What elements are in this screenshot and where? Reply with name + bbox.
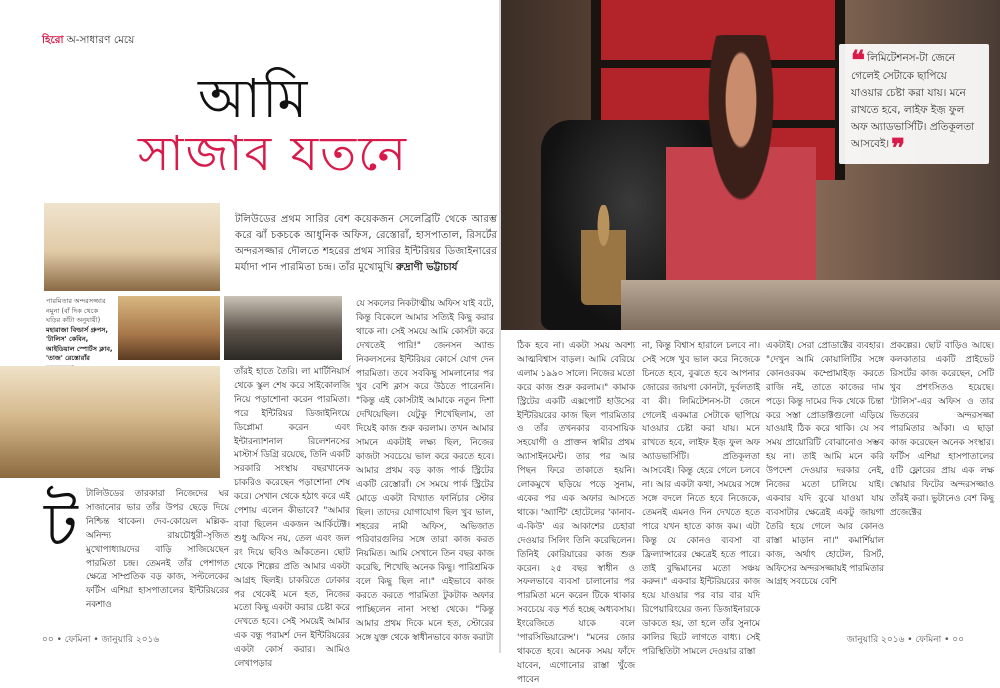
- intro-text: টলিউডের প্রথম সারির বেশ কয়েকজন সেলেব্রিটি থেকে আরম্ভ করে ঝাঁ চকচকে আধুনিক অফিস, রেস্তোরাঁ, হাসপাতাল, রিসর্টের অন্দরসজ্জার দৌলতে শহরের প্রথম সারির ইন্টিরিয়র ডিজাইনারের মর্যাদা পান পারমিতা চন্দ্র। তাঁর মুখোমুখি: [235, 214, 497, 273]
- section-kicker: [42, 33, 134, 50]
- right-column-1: ঠিক হবে না। একটা সময় অবশ্য আত্মবিশ্বাস বাড়ল। আমি বেরিয়ে এলাম ১৯৯০ সালে। নিজের মতো করে কাজ শুরু করলাম।" কামাক স্ট্রিটের একটি এক্সপোর্ট হাউসের ইন্টিরিয়রের কাজ ছিল পারমিতার ও তাঁর তখনকার ব্যবসায়িক সহযোগী ও প্রাক্তন স্বামীর প্রথম অ্যাসাইনমেন্ট। তার পর আর পিছন ফিরে তাকাতে হয়নি। লোকমুখে ছড়িয়ে পড়ে সুনাম, একের পর এক অফার আসতে থাকে। 'অ্যান্টি' হোটেলের 'কানাব-এ-কিউ' এর আকাশের চেহারা দেওয়ার সিলিং তিনি করেছিলেন। তিনিই কোরিয়ারের কাজ শুরু করেন। ২৫ বছর স্বাধীন ও সফলভাবে ব্যবসা চালানোর পর পারমিতা মনে করেন টিকে থাকার সবচেয়ে বড় শর্ত হচ্ছে অধ্যবসায়। ইংরেজিতে যাকে বলে 'পারসিভিয়ারেন্স'। "মনের জোর থাকতে হবে। অনেক সময় ফাঁদে যাবেন, এগোনোর রাস্তা খুঁজে পাবেন: [517, 341, 635, 685]
- headline-line2: সাজাব যতনে: [138, 126, 409, 182]
- quote-close-icon: ❞: [891, 134, 906, 164]
- body-column-2: যে সকলের নিকটাত্মীয় অফিস যাই বটে, কিন্তু বিকেলে আমার সত্যিই কিছু করার থাকে না। সেই সময়ে আমি কোর্সটা করে দেখতেই পারি!" জেনসন অ্যান্ড নিকলসনের ইন্টিরিয়র কোর্সে যোগ দেন পারমিতা। তবে সবকিছু সামলানোর পর খুব বেশি ক্লাস করে উঠতে পারেননি। "কিন্তু এই কোর্সটাই আমাকে নতুন দিশা দেখিয়েছিল। যেটুকু শিখেছিলাম, তা দিয়েই কাজ শুরু করলাম। তখন আমার সামনে একটাই লক্ষ্য ছিল, নিজের কাজটা সবচেয়ে ভাল করে করতে হবে। আমার প্রথম বড় কাজ পার্ক স্ট্রিটের একটি রেস্তোরাঁ। সে সময়ে পার্ক স্ট্রিটের মোড়ে একটা বিখ্যাত ফার্নিচার স্টোর ছিল। তাদের যোগাযোগ ছিল খুব ভাল, শহরের নামী অফিস, অভিজাত পরিবারগুলির সঙ্গে তারা কাজ করত নিয়মিত। আমি সেখানে তিন বছর কাজ করেছি, শিখেছি অনেক কিছু। পারিশ্রমিক বলে কিছু ছিল না।" এইভাবে কাজ করতে করতে পারমিতা টুকটাক অফার পাচ্ছিলেন নানা সংস্থা থেকে। "কিন্তু আমার প্রথম দিকে মনে হত, স্টোরের সঙ্গে যুক্ত থেকে স্বাধীনভাবে কাজ করাটা: [356, 299, 494, 643]
- interior-photo-office: [44, 203, 220, 291]
- caption-text: পারমিতার অন্দরসজ্জার নমুনা (বাঁ দিক থেকে ঘড়ির কাঁটা অনুযায়ী): [46, 297, 106, 324]
- interior-photo-club: [224, 296, 342, 360]
- pull-quote-text: লিমিটেশনস-টা জেনে গেলেই সেটাকে ছাপিয়ে যাওয়ার চেষ্টা করা যায়। মনে রাখতে হবে, লাইফ ইজ় ফুল অফ অ্যাডভার্সিটি। প্রতিকূলতা আসবেই।: [851, 52, 975, 150]
- interior-photo-cabin: [118, 296, 220, 360]
- caption-highlight: মহারাজা বিল্ডার্স গ্রুপস, 'টালিস' কেবিন, আইডিয়াল স্পোর্টস ক্লাব, 'তাজ' রেস্তোরাঁর: [46, 325, 113, 362]
- body-column-dropcap: টালিউডের তারকারা নিজেদের ঘর সাজানোর ভার তাঁর উপর ছেড়ে দিয়ে নিশ্চিন্ত থাকেন। দেব-কোয়েল মল্লিক-অনিন্দ্য রায়চৌধুরী-সৃজিত মুখোপাধ্যায়দের বাড়ি সাজিয়েছেন পারমিতা চন্দ্র। তেমনই তাঁর পেশাগত ক্ষেত্রে সাম্প্রতিক বড় কাজ, সল্টলেকের ফর্টিস এশিয়া হাসপাতালের ইন্টিরিয়রের নকশাও: [86, 489, 229, 611]
- quote-open-icon: ❝: [851, 46, 865, 76]
- drop-cap: ট: [44, 488, 78, 561]
- page-footer-right: জানুয়ারি ২০১৬ • ফেমিনা • ০০: [846, 635, 964, 645]
- page-footer-left: ০০ • ফেমিনা • জানুয়ারি ২০১৬: [42, 635, 160, 645]
- body-column-1: তাঁরই হাতে তৈরি। লা মার্টিনিয়ার্স থেকে স্কুল শেষ করে সাইকোলজি নিয়ে পড়াশোনা করেন পারমিতা। পরে ইন্টিরিয়র ডিজাইনিংয়ে ডিপ্লোমা করেন এবং ইন্টারন্যাশনাল রিলেশনসের মাস্টার্স ডিগ্রি রয়েছে, তিনি একটি সরকারি সংস্থায় বছরখানেক চাকরিও করেছেন পড়াশোনা শেষ করে। সেখান থেকে হঠাৎ করে এই পেশায় এলেন কীভাবে? "আমার বাবা ছিলেন একজন আর্কিটেক্ট। শুধু অফিস নয়, তেল এবং জল রং দিয়ে ছবিও আঁকতেন। ছোট থেকে শিল্পের প্রতি আমার একটা আগ্রহ ছিলই। চাকরিতে ঢোকার পর থেকেই মনে হত, নিজের মতো কিছু একটা করার চেষ্টা করে দেখতে হবে। সেই সময়েই আমার এক বন্ধু পরামর্শ দেন ইন্টিরিয়রের একটা কোর্স করার। আমিও লেখাপড়ার: [234, 367, 350, 670]
- right-column-3: একটাই। সেরা প্রোডাক্টের ব্যবহার। "দেখুন আমি কোয়ালিটির সঙ্গে কোনওরকম কম্প্রোমাইজ় করতে রাজি নই, তাতে কাজের দাম পড়ে। কিন্তু দামের দিক থেকে চিন্তা করে সস্তা প্রোডাক্টগুলো এড়িয়ে যাওয়াই ঠিক করে থাকি। যে সব সময় প্রায়োরিটি বোঝানোও সম্ভব হয় না। তাই আমি মনে করি উপদেশ দেওয়ার দরকার নেই, নিজের মতো চালিয়ে যাই। একবার যদি বুঝে যাওয়া যায় ব্যবসাটার ক্ষেত্রেই একটু জায়গা তৈরি হয়ে গেলে আর কোনও রাস্তা মাড়ান না।" কমার্শিয়াল কাজ, অর্থাৎ হোটেল, রিসর্ট, অফিসের অন্দরসজ্জায়ই পারমিতার আগ্রহ সবচেয়ে বেশি: [766, 341, 884, 588]
- desk: [621, 280, 1000, 330]
- author-name: রুদ্রাণী ভট্টাচার্য: [396, 262, 458, 273]
- pull-quote: [839, 44, 989, 164]
- left-page: [0, 0, 499, 670]
- right-page: [501, 0, 1000, 685]
- buddha-statue: [581, 205, 626, 305]
- right-column-4: প্রকল্পের। ছোট বাড়িও আছে। কলকাতার একটি প্রাইভেট রিসর্টের কাজ করেছেন, সেটি খুব প্রশংসিতও হয়েছে। 'টালিস'-এর অফিস ও তার ভিতরের অন্দরসজ্জা পারমিতার আঁকা। এ ছাড়া কাজ করেছেন অনেক সংস্থার। ফর্টিস এশিয়া হাসপাতালের ৫টি ফ্লোরের প্রায় এক লক্ষ স্কোয়ার ফিটের অন্দরসজ্জাও তাঁরই করা। ভুটানেও বেশ কিছু প্রজেক্টের: [890, 341, 994, 518]
- kicker-text: অ-সাধারণ মেয়ে: [66, 34, 135, 46]
- kicker-accent: হিরো: [42, 34, 64, 46]
- intro-paragraph: [235, 212, 497, 276]
- right-column-2: না, কিন্তু বিশ্বাস হারালে চলবে না। সেই সঙ্গে খুব ভাল করে নিজেকে চিনতে হবে, বুঝতে হবে আপনার জোরের জায়গা কোনটা, দুর্বলতাই বা কী। লিমিটেশনস-টা জেনে গেলেই একমাত্র সেটাকে ছাপিয়ে যাওয়ার চেষ্টা করা যায়। মনে রাখতে হবে, লাইফ ইজ় ফুল অফ অ্যাডভার্সিটি। প্রতিকূলতা আসবেই। কিন্তু হেরে গেলে চলবে না। আর একটা কথা, সময়ের সঙ্গে সঙ্গে বদলে নিতে হবে নিজেকে, তেমনই এমনও দিন দেখতে হতে পারে যখন হাতে কাজ কম। এটা কিন্তু যে কোনও ব্যবসা বা ফ্রিল্যান্সারের ক্ষেত্রেই হতে পারে। তাই বুদ্ধিমানের মতো সঞ্চয় করুন।" একবার ইন্টিরিয়রের কাজ হয়ে যাওয়ার পর বার বার যদি রিপেয়ারিংয়ের জন্য ডিজাইনারকে ডাকতে হয়, তা হলে তাঁর সুনামে কালির ছিটে লাগতে বাধ্য। সেই পরিস্থিতিটা সামলে দেওয়ার রাস্তা: [642, 341, 760, 657]
- interior-photo-living-room: [0, 366, 220, 478]
- photo-caption: [44, 296, 115, 360]
- headline-line1: আমি: [198, 67, 309, 130]
